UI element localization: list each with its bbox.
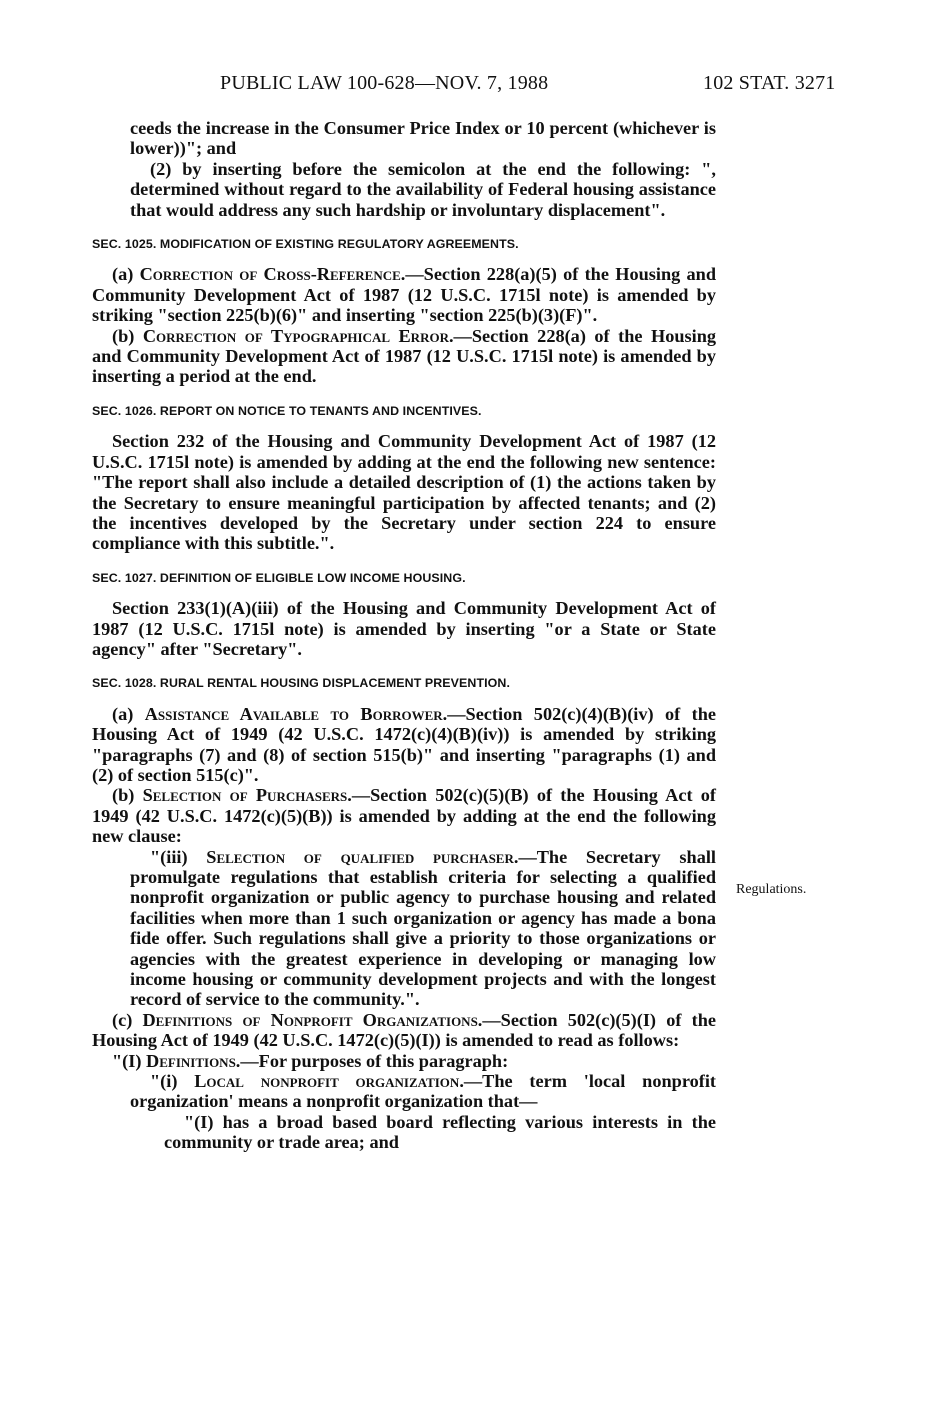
clause-caption: Selection of qualified purchaser [206, 846, 514, 867]
public-law-title: PUBLIC LAW 100-628—NOV. 7, 1988 [220, 72, 549, 94]
clause-label: "(I) [112, 1050, 147, 1071]
stat-page-number: 102 STAT. 3271 [703, 72, 836, 94]
paragraph-1028-a [92, 704, 716, 786]
subsection-caption: Definitions of Nonprofit Organizations [142, 1009, 478, 1030]
subsection-text: .—Section 228(a) of the Housing and Community Development Act of 1987 (12 U.S.C. 1715l note) is amended by inserting a period at the end. [92, 325, 716, 387]
running-header [0, 72, 947, 102]
section-heading-1028: SEC. 1028. RURAL RENTAL HOUSING DISPLACEMENT PREVENTION. [92, 676, 510, 691]
clause-caption: Definitions [146, 1050, 236, 1071]
clause-caption: Local nonprofit organization [194, 1071, 460, 1092]
document-body [92, 118, 716, 1153]
paragraph-1028-b-iii [92, 847, 716, 1010]
subsection-caption: Correction of Cross-Reference [139, 264, 401, 285]
clause-label: "(i) [150, 1071, 195, 1092]
section-heading-1025: SEC. 1025. MODIFICATION OF EXISTING REGULATORY AGREEMENTS. [92, 237, 519, 252]
subsection-label: (b) [112, 785, 143, 806]
paragraph-1025-a [92, 264, 716, 325]
subsection-label: (a) [112, 703, 145, 724]
subsection-label: (c) [112, 1009, 143, 1030]
paragraph-1026: Section 232 of the Housing and Community Development Act of 1987 (12 U.S.C. 1715l note) is amended by adding at the end the following new sentence: "The report shall also include a detailed description of (1) the actions taken by the Secretary to ensure meaningful participation by affected tenants; and (2) the incentives developed by the Secretary under section 224 to ensure compliance with this subtitle.". [92, 431, 716, 554]
clause-text: .—For purposes of this paragraph: [235, 1050, 509, 1071]
subsection-text: .—Section 228(a)(5) of the Housing and Community Development Act of 1987 (12 U.S.C. 1715l note) is amended by striking "section 225(b)(6)" and inserting "section 225(b)(3)(F)". [92, 264, 716, 326]
subsection-label: (b) [112, 325, 143, 346]
paragraph-broad-based-board: "(I) has a broad based board reflecting various interests in the community or trade area; and [164, 1111, 716, 1153]
paragraph-1028-b [92, 785, 716, 846]
clause-text: .—The term 'local nonprofit organization' means a nonprofit organization that— [130, 1071, 716, 1112]
clause-label: "(iii) [150, 846, 207, 867]
subsection-caption: Selection of Purchasers [142, 785, 348, 806]
subsection-text: .—Section 502(c)(5)(I) of the Housing Act of 1949 (42 U.S.C. 1472(c)(5)(I)) is amended to read as follows: [92, 1009, 716, 1051]
paragraph-item-2: (2) by inserting before the semicolon at the end the following: ", determined without regard to the availability of Federal housing assistance that would address any such hardship or involuntary displacement". [130, 158, 716, 220]
paragraph-definitions [92, 1051, 716, 1071]
margin-note-regulations: Regulations. [736, 882, 807, 897]
paragraph-1027: Section 233(1)(A)(iii) of the Housing and Community Development Act of 1987 (12 U.S.C. 1715l note) is amended by inserting "or a State or State agency" after "Secretary". [92, 598, 716, 659]
subsection-text: .—Section 502(c)(4)(B)(iv) of the Housing Act of 1949 (42 U.S.C. 1472(c)(4)(B)(iv)) is amended by striking "paragraphs (7) and (8) of section 515(b)" and inserting "paragraphs (1) and (2) of section 515(c)". [92, 703, 716, 785]
subsection-label: (a) [112, 264, 140, 285]
subsection-caption: Assistance Available to Borrower [144, 703, 443, 724]
paragraph-1028-c [92, 1010, 716, 1051]
subsection-text: .—Section 502(c)(5)(B) of the Housing Act of 1949 (42 U.S.C. 1472(c)(5)(B)) is amended by adding at the end the following new clause: [92, 785, 716, 847]
paragraph-local-nonprofit [92, 1071, 716, 1112]
clause-text: .—The Secretary shall promulgate regulations that establish criteria for selecting a qualified nonprofit organization or public agency to purchase housing and related facilities when more than 1 such organization or agency has made a bona fide offer. Such regulations shall give a priority to those organizations or agencies with the greatest experience in developing or managing low income housing or community development projects and with the longest record of service to the community.". [130, 846, 716, 1010]
section-heading-1026: SEC. 1026. REPORT ON NOTICE TO TENANTS AND INCENTIVES. [92, 403, 482, 418]
paragraph-continuation: ceeds the increase in the Consumer Price Index or 10 percent (whichever is lower))"; and [130, 118, 716, 159]
paragraph-1025-b [92, 326, 716, 387]
subsection-caption: Correction of Typographical Error [142, 325, 449, 346]
section-heading-1027: SEC. 1027. DEFINITION OF ELIGIBLE LOW INCOME HOUSING. [92, 570, 466, 585]
